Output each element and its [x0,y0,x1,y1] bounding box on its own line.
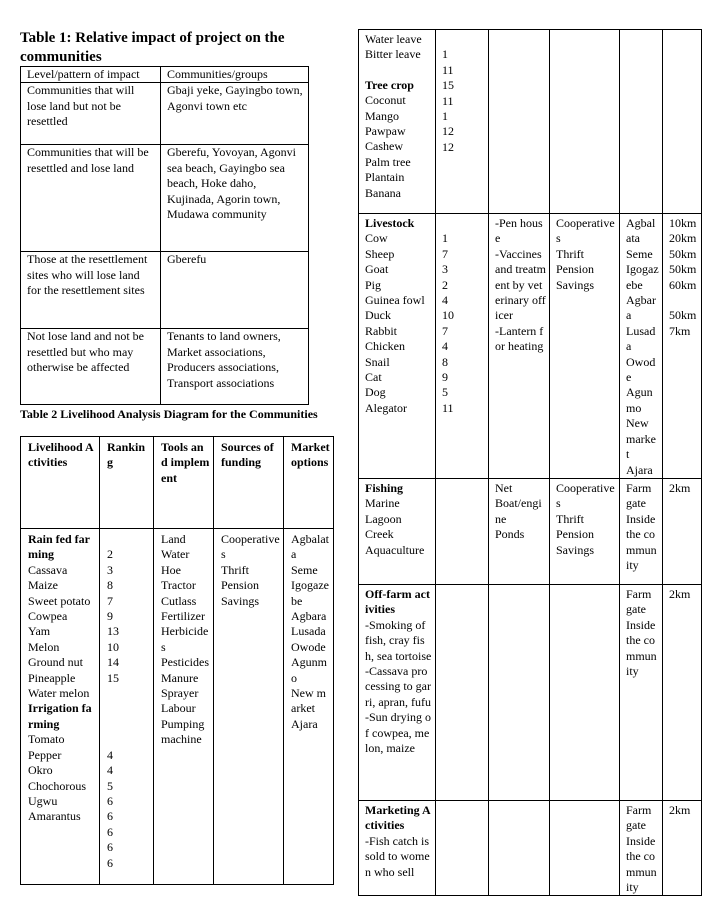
livestock-funding-cell: Cooperatives Thrift Pension Savings [550,214,620,479]
empty-cell [550,30,620,214]
table2-header-market: Market options [284,437,334,529]
empty-cell [436,584,489,800]
livestock-list: Cow Sheep Goat Pig Guinea fowl Duck Rabbit Chicken Snail Cat Dog Alegator [365,231,425,415]
farming-tools-cell: Land Water Hoe Tractor Cutlass Fertilizer Herbicides Pesticides Manure Sprayer Labour Pumping machine [154,529,214,885]
empty-cell [550,584,620,800]
empty-cell [663,30,702,214]
table2 [20,436,334,885]
empty-cell [489,30,550,214]
table1-header-row [21,67,309,83]
marketing-market-cell: Farm gate Inside the community [620,800,663,895]
table2-continued [358,29,702,896]
crops-cell [359,30,436,214]
offfarm-list: -Smoking of fish, cray fish, sea tortoise -Cassava processing to garri, apran, fufu -Sun drying of cowpea, melon, maize [365,617,432,755]
farming-activities-cell [21,529,100,885]
table2-header-funding: Sources of funding [214,437,284,529]
tree-crop-heading: Tree crop [365,77,414,92]
table2-title: Table 2 Livelihood Analysis Diagram for the Communities [20,407,318,421]
rainfed-crops: Cassava Maize Sweet potato Cowpea Yam Melon Ground nut Pineapple Water melon [28,562,91,701]
offfarm-price-cell: 2km [663,584,702,800]
farming-funding-cell: Cooperatives Thrift Pension Savings [214,529,284,885]
fishing-market-cell: Farm gate Inside the community [620,478,663,584]
table-row [21,252,309,329]
fishing-list: Marine Lagoon Creek Aquaculture [365,496,425,557]
table-row [359,30,702,214]
offfarm-heading: Off-farm activities [365,586,430,617]
livestock-heading: Livestock [365,216,415,230]
table2-header-ranking: Ranking [100,437,154,529]
offfarm-cell [359,584,436,800]
livestock-cell [359,214,436,479]
livestock-price-cell: 10km 20km 50km 50km 60km 50km 7km [663,214,702,479]
table-row [359,800,702,895]
table-row [359,584,702,800]
tree-crop-list: Coconut Mango Pawpaw Cashew Palm tree Plantain Banana [365,93,411,200]
table-row [359,478,702,584]
farming-market-cell: Agbalata Seme Igogazebe Agbara Lusada Owode Agunmo New market Ajara [284,529,334,885]
empty-cell [436,478,489,584]
empty-cell [436,800,489,895]
irrigation-heading: Irrigation farming [28,701,92,731]
table1-groups-cell: Tenants to land owners, Market associations, Producers associations, Transport associations [161,329,309,405]
fishing-price-cell: 2km [663,478,702,584]
empty-cell [620,30,663,214]
rainfed-heading: Rain fed farming [28,532,90,562]
table1-level-cell: Communities that will lose land but not be resettled [21,83,161,145]
marketing-heading: Marketing Activities [365,802,431,833]
table-row [21,329,309,405]
irrigation-crops: Tomato Pepper Okro Chochorous Ugwu Amarantus [28,732,86,824]
table1-level-cell: Communities that will be resettled and lose land [21,145,161,252]
table1-level-cell: Those at the resettlement sites who will lose land for the resettlement sites [21,252,161,329]
table1-header-groups: Communities/groups [161,67,309,83]
table1-groups-cell: Gberefu [161,252,309,329]
marketing-cell [359,800,436,895]
table1-header-level: Level/pattern of impact [21,67,161,83]
empty-cell [489,584,550,800]
offfarm-market-cell: Farm gate Inside the community [620,584,663,800]
farming-ranking-cell: 2 3 8 7 9 13 10 14 15 4 4 5 6 6 6 6 6 [100,529,154,885]
fishing-funding-cell: Cooperatives Thrift Pension Savings [550,478,620,584]
table1-title: Table 1: Relative impact of project on the communities [20,30,285,65]
fishing-heading: Fishing [365,480,404,495]
table-row [359,214,702,479]
livestock-market-cell: Agbalata Seme Igogazebe Agbara Lusada Owode Agunmo New market Ajara [620,214,663,479]
table1-groups-cell: Gberefu, Yovoyan, Agonvi sea beach, Gayingbo sea beach, Hoke daho, Kujinada, Agorin town, Mudawa community [161,145,309,252]
fishing-cell [359,478,436,584]
table-row [21,145,309,252]
crops-ranking-cell: 1 11 15 11 1 12 12 [436,30,489,214]
livestock-tools-cell: -Pen house -Vaccines and treatment by veterinary officer -Lantern for heating [489,214,550,479]
vegetable-list: Water leave Bitter leave [365,32,422,62]
table-row [21,529,334,885]
table1-groups-cell: Gbaji yeke, Gayingbo town, Agonvi town etc [161,83,309,145]
marketing-list: -Fish catch is sold to women who sell [365,833,432,879]
fishing-tools-cell: Net Boat/engine Ponds [489,478,550,584]
table2-header-tools: Tools and implement [154,437,214,529]
marketing-price-cell: 2km [663,800,702,895]
empty-cell [489,800,550,895]
table1 [20,66,309,405]
empty-cell [550,800,620,895]
table1-level-cell: Not lose land and not be resettled but who may otherwise be affected [21,329,161,405]
table2-header-activities: Livelihood Activities [21,437,100,529]
table2-header-row [21,437,334,529]
table-row [21,83,309,145]
livestock-ranking-cell: 1 7 3 2 4 10 7 4 8 9 5 11 [436,214,489,479]
